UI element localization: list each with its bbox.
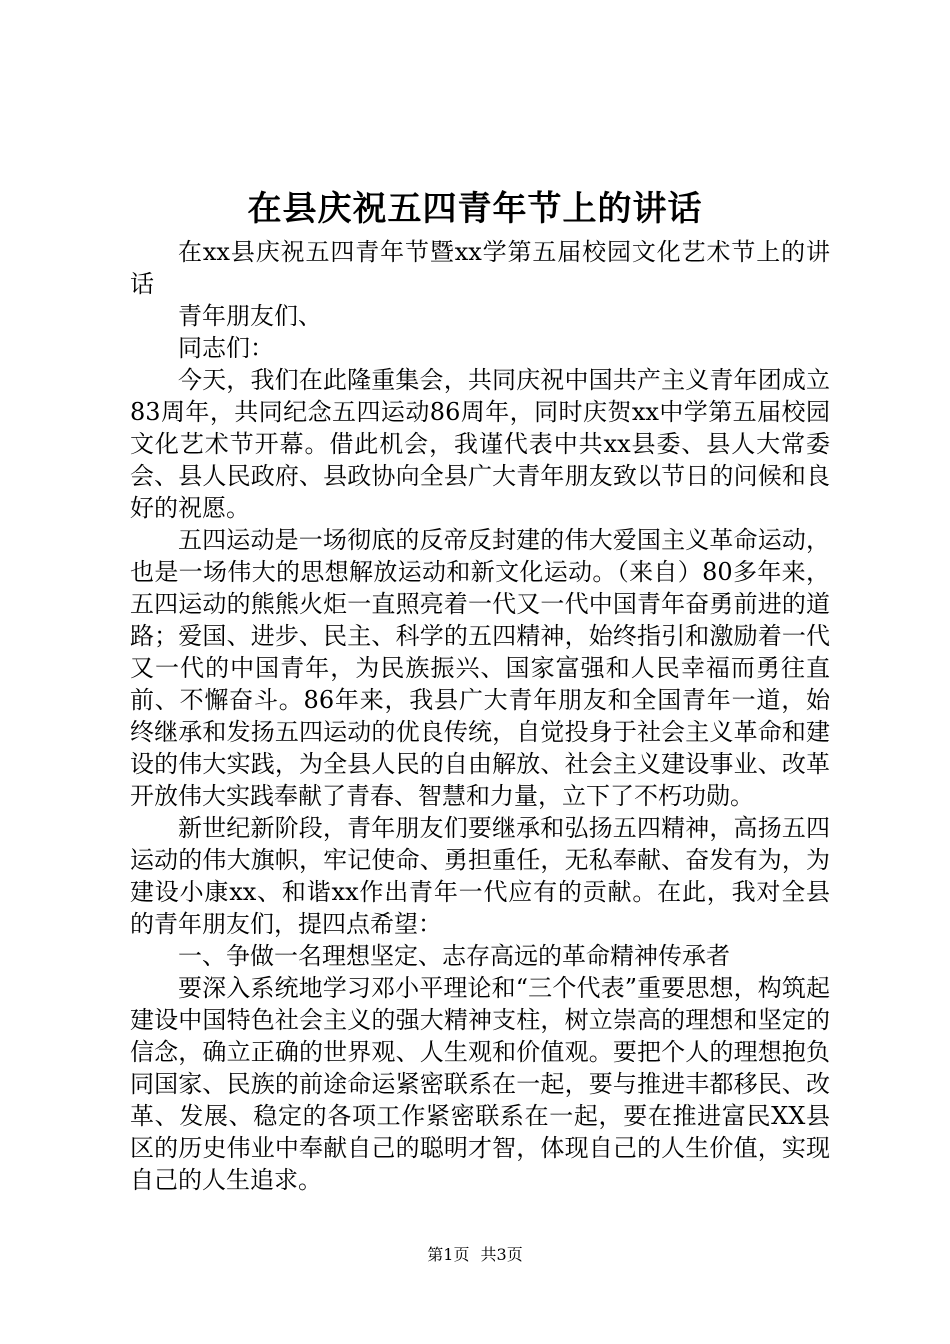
document-title: 在县庆祝五四青年节上的讲话 xyxy=(247,189,703,229)
page-total: 共3页 xyxy=(480,1245,523,1264)
body-paragraph: 要深入系统地学习邓小平理论和“三个代表”重要思想，构筑起建设中国特色社会主义的强大精神支柱，树立崇高的理想和坚定的信念，确立正确的世界观、人生观和价值观。要把个人的理想抱负同国家、民族的前途命运紧密联系在一起，要与推进丰都移民、改革、发展、稳定的各项工作紧密联系在一起，要在推进富民XX县区的历史伟业中奉献自己的聪明才智，体现自己的人生价值，实现自己的人生追求。 xyxy=(130,974,830,1194)
document-body xyxy=(130,236,830,1196)
page-number: 第1页 xyxy=(427,1245,470,1264)
salutation-comrades: 同志们： xyxy=(178,334,274,362)
body-paragraph: 今天，我们在此隆重集会，共同庆祝中国共产主义青年团成立83周年，共同纪念五四运动86周年，同时庆贺xx中学第五届校园文化艺术节开幕。借此机会，我谨代表中共xx县委、县人大常委会、县人民政府、县政协向全县广大青年朋友致以节日的问候和良好的祝愿。 xyxy=(130,366,830,522)
page-footer xyxy=(0,1244,950,1266)
speech-heading-paragraph: 在xx县庆祝五四青年节暨xx学第五届校园文化艺术节上的讲话 xyxy=(130,238,830,298)
salutation-youth: 青年朋友们、 xyxy=(178,302,322,330)
section-heading: 一、争做一名理想坚定、志存高远的革命精神传承者 xyxy=(178,942,730,970)
body-paragraph: 五四运动是一场彻底的反帝反封建的伟大爱国主义革命运动，也是一场伟大的思想解放运动和新文化运动。（来自）80多年来，五四运动的熊熊火炬一直照亮着一代又一代中国青年奋勇前进的道路；爱国、进步、民主、科学的五四精神，始终指引和激励着一代又一代的中国青年，为民族振兴、国家富强和人民幸福而勇往直前、不懈奋斗。86年来，我县广大青年朋友和全国青年一道，始终继承和发扬五四运动的优良传统，自觉投身于社会主义革命和建设的伟大实践，为全县人民的自由解放、社会主义建设事业、改革开放伟大实践奉献了青春、智慧和力量，立下了不朽功勋。 xyxy=(130,526,830,810)
body-paragraph: 新世纪新阶段，青年朋友们要继承和弘扬五四精神，高扬五四运动的伟大旗帜，牢记使命、勇担重任，无私奉献、奋发有为，为建设小康xx、和谐xx作出青年一代应有的贡献。在此，我对全县的青年朋友们，提四点希望： xyxy=(130,814,830,938)
